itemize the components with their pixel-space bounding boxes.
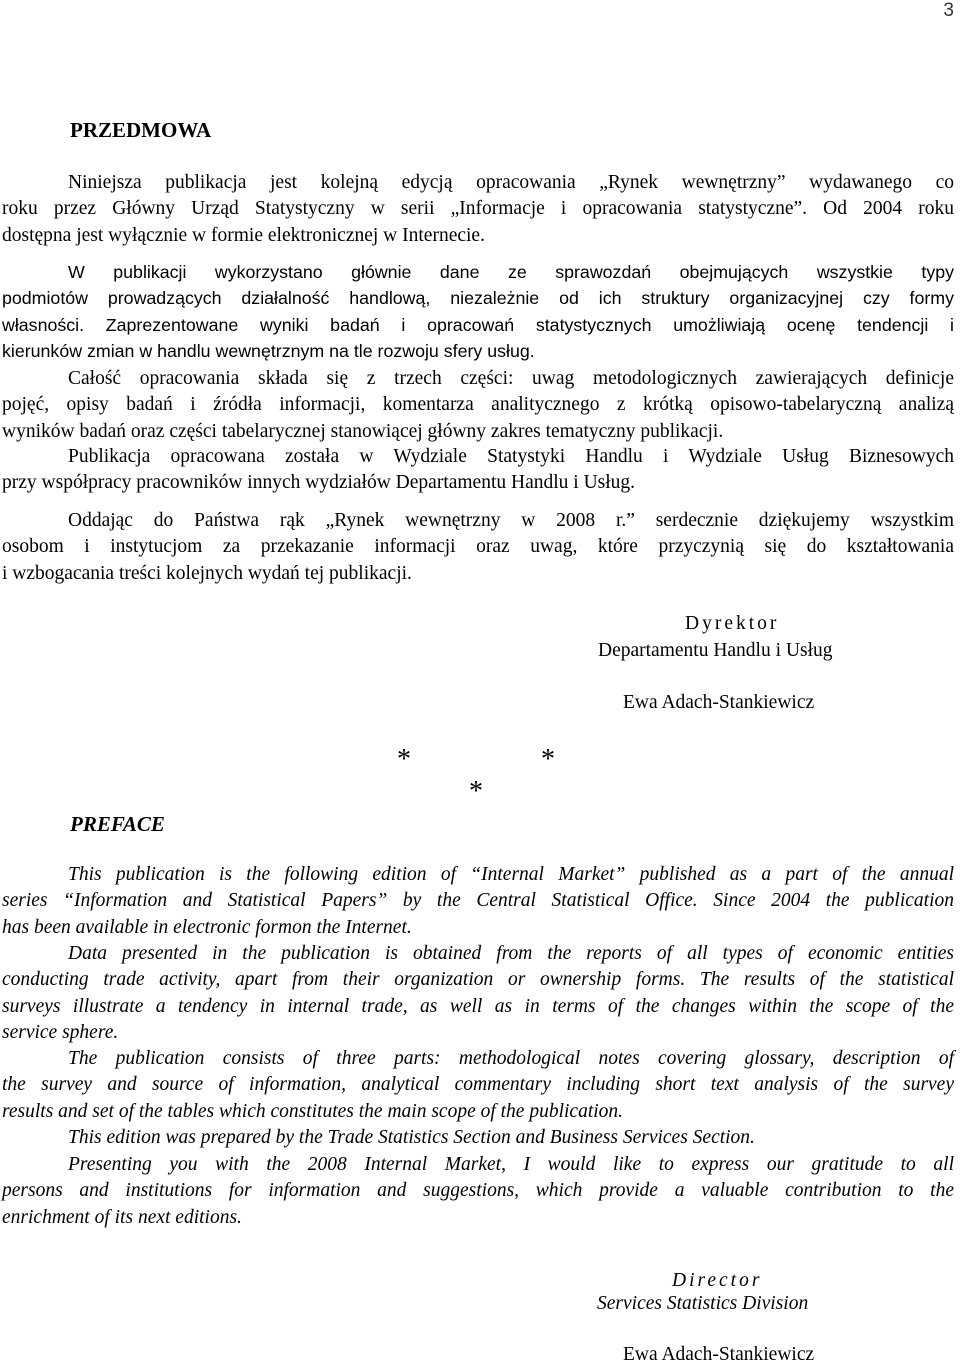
- text-line: podmiotów prowadzących działalność handlową, niezależnie od ich struktury organizacyjnej czy formy: [2, 288, 954, 309]
- pl-paragraph-5: [2, 508, 954, 587]
- text-line: własności. Zaprezentowane wyniki badań i opracowań statystycznych umożliwiają ocenę tendencji i: [2, 314, 954, 335]
- text-line: pojęć, opisy badań i źródła informacji, komentarza analitycznego z krótką opisowo-tabelaryczną analizą: [2, 394, 954, 416]
- text-line: Niniejsza publikacja jest kolejną edycją opracowania „Rynek wewnętrzny” wydawanego co: [68, 172, 954, 193]
- text-line: Presenting you with the 2008 Internal Market, I would like to express our gratitude to all: [68, 1154, 954, 1175]
- text-line: wyników badań oraz części tabelarycznej stanowiącej główny zakres tematyczny publikacji.: [2, 420, 724, 442]
- heading-przedmowa: PRZEDMOWA: [70, 118, 212, 142]
- text-line: persons and institutions for information and suggestions, which provide a valuable contribution to the: [2, 1180, 954, 1202]
- text-line: kierunków zmian w handlu wewnętrznym na tle rozwoju sfery usług.: [2, 340, 535, 361]
- en-paragraph-2: [2, 941, 954, 1046]
- en-paragraph-5: [2, 1152, 954, 1231]
- text-line: This edition was prepared by the Trade Statistics Section and Business Services Section.: [68, 1127, 755, 1148]
- text-line: Całość opracowania składa się z trzech części: uwag metodologicznych zawierających definicje: [68, 368, 954, 389]
- signature-name-en: Ewa Adach-Stankiewicz: [623, 1344, 815, 1365]
- separator-asterisk: *: [541, 744, 555, 775]
- text-line: series “Information and Statistical Papers” by the Central Statistical Office. Since 2004 the publication: [2, 890, 954, 912]
- pl-paragraph-4: [2, 444, 954, 497]
- text-line: has been available in electronic formon the Internet.: [2, 916, 412, 938]
- page-number: 3: [943, 0, 954, 21]
- text-line: results and set of the tables which constitutes the main scope of the publication.: [2, 1100, 624, 1122]
- text-line: Data presented in the publication is obtained from the reports of all types of economic entities: [68, 943, 954, 964]
- text-line: i wzbogacania treści kolejnych wydań tej publikacji.: [2, 562, 412, 584]
- pl-paragraph-2: [2, 259, 954, 364]
- en-paragraph-3: [2, 1046, 954, 1125]
- separator-asterisk: *: [469, 776, 483, 807]
- signature-department: Departamentu Handlu i Usług: [598, 640, 833, 661]
- en-paragraph-4: [2, 1125, 954, 1151]
- signature-title-en: Director: [672, 1270, 763, 1291]
- text-line: dostępna jest wyłącznie w formie elektronicznej w Internecie.: [2, 224, 485, 246]
- text-line: roku przez Główny Urząd Statystyczny w serii „Informacje i opracowania statystyczne”. Od 2004 roku: [2, 198, 954, 220]
- signature-title: Dyrektor: [685, 613, 780, 634]
- text-line: enrichment of its next editions.: [2, 1206, 242, 1228]
- text-line: The publication consists of three parts: methodological notes covering glossary, description of: [68, 1048, 954, 1069]
- signature-name: Ewa Adach-Stankiewicz: [623, 692, 815, 713]
- pl-paragraph-3: [2, 366, 954, 445]
- text-line: the survey and source of information, analytical commentary including short text analysis of the survey: [2, 1074, 954, 1096]
- text-line: W publikacji wykorzystano głównie dane ze sprawozdań obejmujących wszystkie typy: [68, 262, 954, 282]
- text-line: osobom i instytucjom za przekazanie informacji oraz uwag, które przyczynią się do kształtowania: [2, 536, 954, 558]
- text-line: Publikacja opracowana została w Wydziale Statystyki Handlu i Wydziale Usług Biznesowych: [68, 446, 954, 467]
- text-line: surveys illustrate a tendency in internal trade, as well as in terms of the changes within the scope of the: [2, 995, 954, 1017]
- text-line: przy współpracy pracowników innych wydziałów Departamentu Handlu i Usług.: [2, 472, 636, 494]
- signature-department-en: Services Statistics Division: [597, 1293, 809, 1314]
- text-line: This publication is the following edition of “Internal Market” published as a part of the annual: [68, 864, 954, 885]
- text-line: service sphere.: [2, 1021, 119, 1043]
- separator-asterisk: *: [397, 744, 411, 775]
- text-line: Oddając do Państwa rąk „Rynek wewnętrzny w 2008 r.” serdecznie dziękujemy wszystkim: [68, 510, 954, 531]
- text-line: conducting trade activity, apart from their organization or ownership forms. The results of the statistical: [2, 969, 954, 991]
- heading-preface: PREFACE: [70, 812, 165, 836]
- pl-paragraph-1: [2, 170, 954, 249]
- en-paragraph-1: [2, 862, 954, 941]
